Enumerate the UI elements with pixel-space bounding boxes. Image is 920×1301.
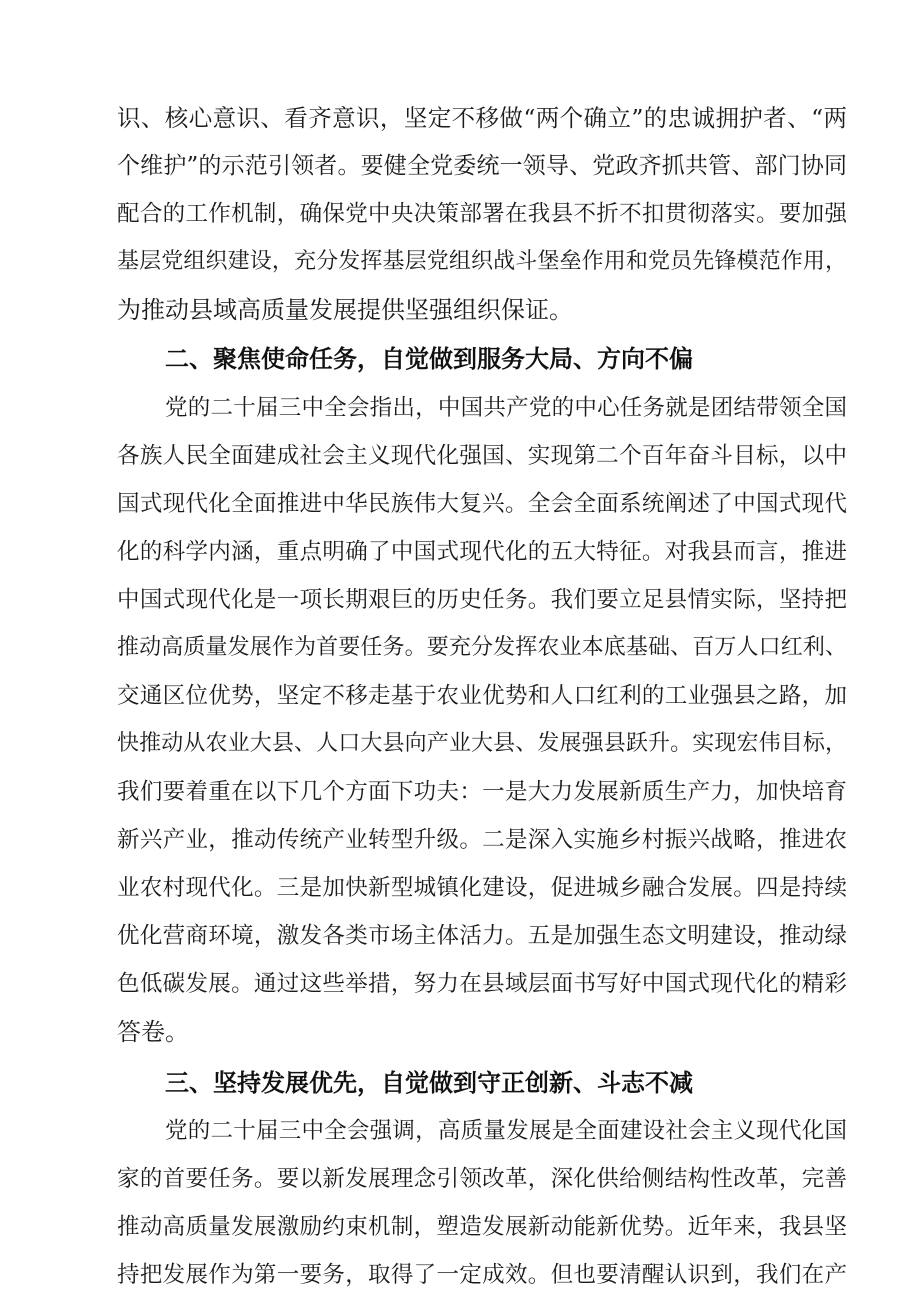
body-text-line: 持把发展作为第一要务，取得了一定成效。但也要清醒认识到，我们在产 <box>117 1262 847 1288</box>
body-text-line: 推动高质量发展激励约束机制，塑造发展新动能新优势。近年来，我县坚 <box>117 1214 847 1240</box>
section-heading: 三、坚持发展优先，自觉做到守正创新、斗志不减 <box>165 1069 693 1097</box>
section-heading: 二、聚焦使命任务，自觉做到服务大局、方向不偏 <box>165 345 693 373</box>
body-text-line: 业农村现代化。三是加快新型城镇化建设，促进城乡融合发展。四是持续 <box>117 875 847 901</box>
body-text-line: 党的二十届三中全会指出，中国共产党的中心任务就是团结带领全国 <box>165 395 847 421</box>
body-text-line: 新兴产业，推动传统产业转型升级。二是深入实施乡村振兴战略，推进农 <box>117 827 847 853</box>
body-text-line: 快推动从农业大县、人口大县向产业大县、发展强县跃升。实现宏伟目标， <box>117 731 847 756</box>
body-text-line: 党的二十届三中全会强调，高质量发展是全面建设社会主义现代化国 <box>165 1118 847 1144</box>
body-text-line: 家的首要任务。要以新发展理念引领改革，深化供给侧结构性改革，完善 <box>117 1166 847 1192</box>
body-text-line: 我们要着重在以下几个方面下功夫：一是大力发展新质生产力，加快培育 <box>117 779 847 805</box>
body-text-line: 优化营商环境，激发各类市场主体活力。五是加强生态文明建设，推动绿 <box>117 923 847 949</box>
body-text-line: 个维护”的示范引领者。要健全党委统一领导、党政齐抓共管、部门协同 <box>117 153 847 179</box>
body-text-line: 识、核心意识、看齐意识，坚定不移做“两个确立”的忠诚拥护者、“两 <box>117 104 847 132</box>
body-text-line: 交通区位优势，坚定不移走基于农业优势和人口红利的工业强县之路，加 <box>117 683 847 709</box>
body-text-line: 化的科学内涵，重点明确了中国式现代化的五大特征。对我县而言，推进 <box>117 539 847 565</box>
body-text-line: 各族人民全面建成社会主义现代化强国、实现第二个百年奋斗目标，以中 <box>117 443 847 469</box>
body-text-line: 答卷。 <box>117 1018 189 1046</box>
body-text-line: 为推动县域高质量发展提供坚强组织保证。 <box>117 296 573 324</box>
body-text-line: 配合的工作机制，确保党中央决策部署在我县不折不扣贯彻落实。要加强 <box>117 201 847 227</box>
body-text-line: 色低碳发展。通过这些举措，努力在县域层面书写好中国式现代化的精彩 <box>117 971 847 997</box>
body-text-line: 基层党组织建设，充分发挥基层党组织战斗堡垒作用和党员先锋模范作用， <box>117 249 847 274</box>
body-text-line: 中国式现代化是一项长期艰巨的历史任务。我们要立足县情实际，坚持把 <box>117 587 847 613</box>
body-text-line: 推动高质量发展作为首要任务。要充分发挥农业本底基础、百万人口红利、 <box>117 635 847 660</box>
body-text-line: 国式现代化全面推进中华民族伟大复兴。全会全面系统阐述了中国式现代 <box>117 491 847 517</box>
